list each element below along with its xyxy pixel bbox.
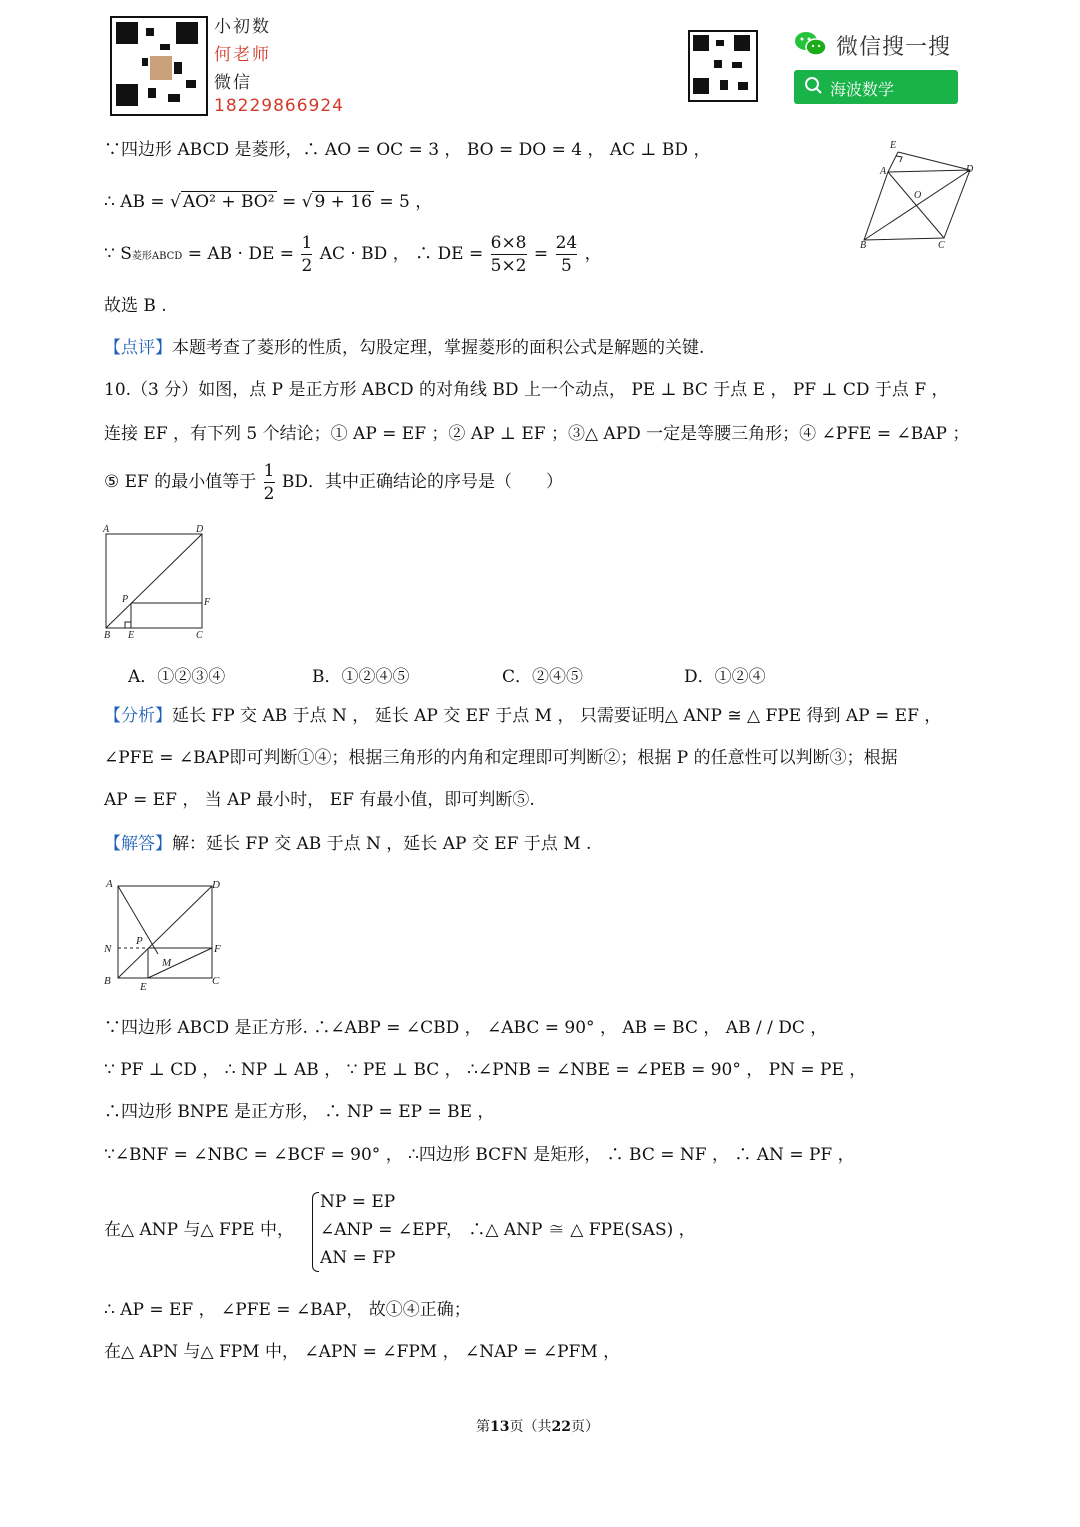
text-line-1: ∵四边形 ABCD 是菱形，∴ AO = OC = 3 ， BO = DO = 4 ， AC ⊥ BD ， [104, 140, 711, 160]
fig2-label-e: E [128, 630, 135, 641]
proof-line-7: 在△ APN 与△ FPM 中， ∠APN = ∠FPM ， ∠NAP = ∠PFM ， [104, 1342, 621, 1362]
system-brace [312, 1192, 319, 1272]
fig1-label-o: O [914, 190, 922, 201]
search-icon [804, 76, 824, 96]
fig3-label-e: E [140, 981, 147, 993]
text-line-2: ∴ AB = √ AO² + BO² = √ 9 + 16 = 5 ， [104, 192, 433, 212]
qr-code-right [688, 30, 758, 102]
fraction: $\frac{24}{5}$ [555, 233, 578, 276]
fig3-label-b: B [104, 975, 111, 987]
fig3-label-n: N [104, 943, 112, 955]
fig1-label-e: E [890, 140, 897, 151]
analysis-tag: 【分析】 [104, 706, 172, 726]
page-total: 22 [551, 1419, 571, 1435]
figure-square-answer [100, 874, 230, 994]
text-line-4: 故选 B . [104, 296, 167, 316]
fig2-label-a: A [103, 524, 110, 535]
choice-a[interactable]: A．①②③④ [128, 667, 226, 687]
wechat-icon [794, 30, 828, 58]
brand-line1: 小初数 [214, 17, 271, 37]
fig2-label-b: B [104, 630, 111, 641]
fig2-label-f: F [204, 597, 211, 608]
proof-line-1: ∵四边形 ABCD 是正方形. ∴∠ABP = ∠CBD ， ∠ABC = 90° ， AB = BC ， AB / / DC ， [104, 1018, 828, 1038]
wechat-search-query: 海波数学 [830, 80, 895, 99]
sqrt-sign: √ [170, 192, 181, 212]
fraction: $\frac{6\times 8}{5\times 2}$ [490, 233, 527, 276]
question-10-line-3: ⑤ EF 的最小值等于 $\frac{1}{2}$ BD．其中正确结论的序号是（ ） [104, 461, 564, 504]
system-condition-1: NP = EP [320, 1192, 396, 1212]
proof-line-6: ∴ AP = EF ， ∠PFE = ∠BAP， 故①④正确； [104, 1300, 471, 1320]
proof-line-5-post: ， ∴△ ANP ≅ △ FPE(SAS) ， [446, 1220, 696, 1240]
proof-line-3: ∴四边形 BNPE 是正方形， ∴ NP = EP = BE ， [104, 1102, 495, 1122]
page-footer: 第13页（共22页） [476, 1419, 599, 1435]
fig3-label-m: M [162, 957, 172, 969]
choice-b[interactable]: B．①②④⑤ [312, 667, 410, 687]
fig2-label-c: C [196, 630, 203, 641]
fig3-label-c: C [212, 975, 220, 987]
analysis-line-3: AP = EF ， 当 AP 最小时， EF 有最小值，即可判断⑤. [104, 790, 535, 810]
fig1-label-c: C [938, 240, 945, 251]
fig1-label-a: A [880, 166, 887, 177]
sqrt-sign: √ [301, 192, 313, 212]
avatar [148, 54, 174, 82]
system-condition-2: ∠ANP = ∠EPF [320, 1220, 448, 1240]
phone-number: 18229866924 [214, 96, 344, 116]
question-10-line-1: 10.（3 分）如图，点 P 是正方形 ABCD 的对角线 BD 上一个动点， PE ⊥ BC 于点 E ， PF ⊥ CD 于点 F ， [104, 380, 949, 400]
answer-line-1: 【解答】解：延长 FP 交 AB 于点 N ，延长 AP 交 EF 于点 M . [104, 834, 592, 854]
brand-line3: 微信 [214, 73, 252, 93]
figure-rhombus [856, 138, 980, 254]
fig1-label-b: B [860, 240, 867, 251]
proof-line-4: ∵∠BNF = ∠NBC = ∠BCF = 90° ， ∴四边形 BCFN 是矩形， ∴ BC = NF ， ∴ AN = PF ， [104, 1145, 855, 1165]
question-10-line-2: 连接 EF ，有下列 5 个结论；① AP = EF ；② AP ⊥ EF ；③△ APD 一定是等腰三角形；④ ∠PFE = ∠BAP ； [104, 424, 970, 444]
text-line-3: ∵ S菱形ABCD = AB · DE = $\frac{1}{2}$ AC · BD ， ∴ DE = $\frac{6\times 8}{5\times 2}$ = $\frac{24}{5}$ ， [104, 233, 602, 276]
figure-square-q10 [98, 520, 218, 642]
analysis-line-1: 【分析】延长 FP 交 AB 于点 N ， 延长 AP 交 EF 于点 M ， 只需要证明△ ANP ≅ △ FPE 得到 AP = EF ， [104, 706, 942, 726]
proof-line-2: ∵ PF ⊥ CD ， ∴ NP ⊥ AB ， ∵ PE ⊥ BC ， ∴∠PNB = ∠NBE = ∠PEB = 90° ， PN = PE ， [104, 1060, 867, 1080]
page-number: 13 [490, 1419, 510, 1435]
fraction: $\frac{1}{2}$ [301, 233, 313, 276]
fig3-label-p: P [136, 935, 143, 947]
fig3-label-f: F [214, 943, 221, 955]
fraction: $\frac{1}{2}$ [263, 461, 275, 504]
comment-line: 【点评】本题考查了菱形的性质，勾股定理，掌握菱形的面积公式是解题的关键. [104, 338, 705, 358]
comment-tag: 【点评】 [104, 338, 172, 358]
answer-tag: 【解答】 [104, 834, 172, 854]
fig3-label-d: D [212, 879, 220, 891]
proof-line-5-pre: 在△ ANP 与△ FPE 中， [104, 1220, 294, 1240]
choice-d[interactable]: D．①②④ [684, 667, 766, 687]
fig2-label-d: D [196, 524, 204, 535]
fig3-label-a: A [106, 878, 113, 890]
wechat-search-title: 微信搜一搜 [836, 35, 952, 60]
brand-line2: 何老师 [214, 45, 271, 65]
choice-c[interactable]: C．②④⑤ [502, 667, 584, 687]
analysis-line-2: ∠PFE = ∠BAP即可判断①④；根据三角形的内角和定理即可判断②；根据 P 的任意性可以判断③；根据 [104, 748, 898, 768]
qr-code-left [110, 16, 208, 116]
fig1-label-d: D [966, 164, 974, 175]
system-condition-3: AN = FP [320, 1248, 396, 1268]
fig2-label-p: P [122, 594, 129, 605]
wechat-search-button[interactable] [794, 70, 958, 104]
